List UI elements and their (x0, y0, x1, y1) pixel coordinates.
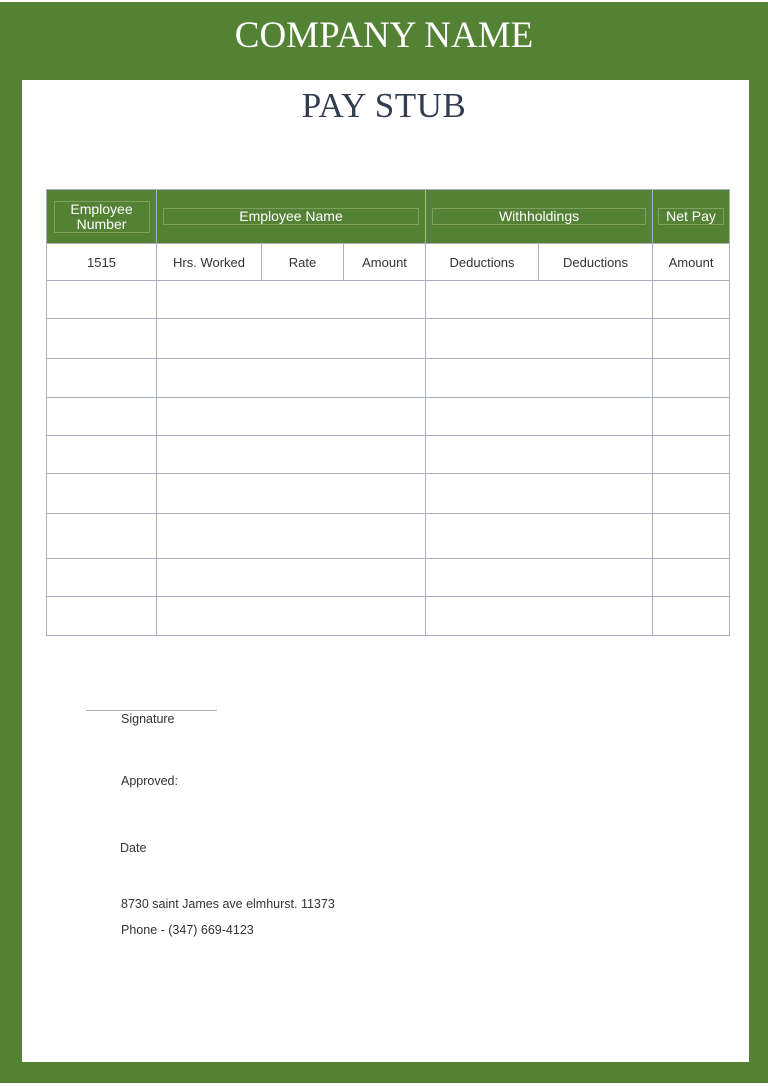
table-cell[interactable] (47, 319, 157, 359)
table-cell[interactable] (157, 436, 426, 474)
header-employee-number-label: Employee Number (54, 201, 150, 233)
table-cell[interactable] (157, 281, 426, 319)
pay-stub-table (46, 189, 730, 636)
subheader-rate: Rate (262, 244, 344, 281)
table-cell[interactable] (47, 281, 157, 319)
date-label: Date (120, 841, 147, 855)
header-net-pay (653, 190, 730, 244)
top-edge (0, 0, 768, 2)
table-cell[interactable] (157, 319, 426, 359)
table-cell[interactable] (157, 474, 426, 514)
company-name: COMPANY NAME (234, 15, 534, 56)
subheader-deductions-2: Deductions (539, 244, 653, 281)
table-cell[interactable] (653, 436, 730, 474)
table-cell[interactable] (653, 514, 730, 559)
table-cell[interactable] (426, 359, 653, 398)
table-cell[interactable] (157, 559, 426, 597)
signature-line (86, 710, 217, 711)
table-row (47, 359, 730, 398)
header-net-pay-label: Net Pay (658, 208, 724, 225)
table-row (47, 436, 730, 474)
table-row (47, 474, 730, 514)
employee-number-value: 1515 (47, 244, 157, 281)
table-cell[interactable] (426, 474, 653, 514)
header-withholdings-label: Withholdings (432, 208, 646, 225)
table-cell[interactable] (426, 281, 653, 319)
table-cell[interactable] (157, 359, 426, 398)
table-cell[interactable] (426, 514, 653, 559)
table-cell[interactable] (426, 559, 653, 597)
table-cell[interactable] (47, 474, 157, 514)
subheader-deductions-1: Deductions (426, 244, 539, 281)
bottom-edge (0, 1083, 768, 1087)
subheader-hrs-worked: Hrs. Worked (157, 244, 262, 281)
company-phone: Phone - (347) 669-4123 (121, 923, 254, 937)
table-cell[interactable] (426, 398, 653, 436)
table-subheader-row (47, 244, 730, 281)
table-cell[interactable] (653, 398, 730, 436)
subheader-net-amount: Amount (653, 244, 730, 281)
page-title: PAY STUB (301, 86, 467, 125)
table-cell[interactable] (426, 597, 653, 636)
header-withholdings (426, 190, 653, 244)
table-cell[interactable] (426, 319, 653, 359)
header-employee-name-label: Employee Name (163, 208, 419, 225)
table-header-row (47, 190, 730, 244)
table-row (47, 281, 730, 319)
table-cell[interactable] (653, 359, 730, 398)
table-cell[interactable] (653, 281, 730, 319)
subheader-amount: Amount (344, 244, 426, 281)
table-cell[interactable] (47, 359, 157, 398)
table-cell[interactable] (653, 597, 730, 636)
table-cell[interactable] (157, 514, 426, 559)
table-cell[interactable] (653, 319, 730, 359)
table-row (47, 559, 730, 597)
table-cell[interactable] (426, 436, 653, 474)
table-cell[interactable] (157, 597, 426, 636)
table-row (47, 597, 730, 636)
company-address: 8730 saint James ave elmhurst. 11373 (121, 897, 335, 911)
table-cell[interactable] (47, 597, 157, 636)
table-row (47, 319, 730, 359)
header-employee-number (47, 190, 157, 244)
table-row (47, 514, 730, 559)
table-cell[interactable] (47, 436, 157, 474)
table-row (47, 398, 730, 436)
table-cell[interactable] (47, 559, 157, 597)
header-employee-name (157, 190, 426, 244)
signature-label: Signature (121, 712, 175, 726)
table-cell[interactable] (157, 398, 426, 436)
approved-label: Approved: (121, 774, 178, 788)
table-cell[interactable] (47, 514, 157, 559)
table-cell[interactable] (47, 398, 157, 436)
table-cell[interactable] (653, 559, 730, 597)
table-cell[interactable] (653, 474, 730, 514)
